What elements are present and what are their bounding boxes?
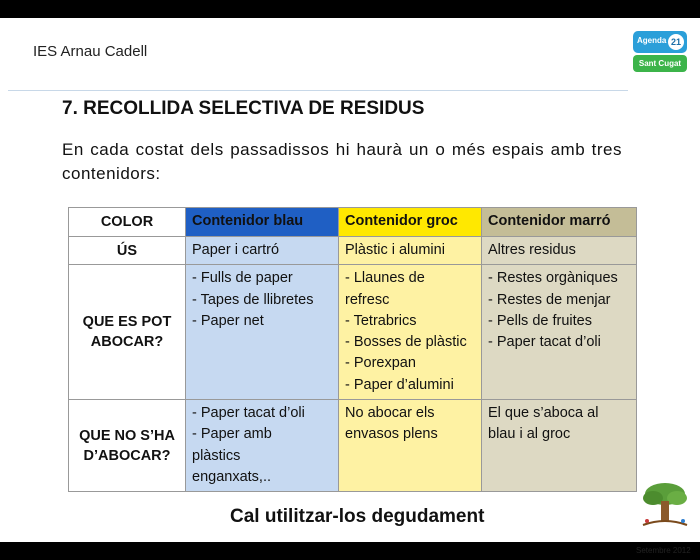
header-blue-container: Contenidor blau [186, 208, 339, 237]
list-item: - Paper net [192, 312, 264, 329]
header-brown-container: Contenidor marró [482, 208, 637, 237]
can-blue [186, 265, 339, 400]
table-row [69, 265, 637, 400]
use-brown: Altres residus [482, 237, 637, 265]
label-line: QUE ES POT [82, 314, 172, 331]
label-line: D’ABOCAR? [83, 447, 171, 464]
logo-number: 21 [668, 34, 684, 50]
list-item: - Pells de fruites [488, 312, 592, 329]
section-heading: 7. RECOLLIDA SELECTIVA DE RESIDUS [62, 98, 425, 119]
row-label-can [69, 265, 186, 400]
label-line: ABOCAR? [90, 334, 164, 351]
footer-message: Cal utilitzar-los degudament [230, 506, 485, 527]
row-label-use: ÚS [69, 237, 186, 265]
table-row [69, 237, 637, 265]
cannot-brown [482, 400, 637, 492]
logo-city: Sant Cugat [633, 55, 687, 72]
header-yellow-container: Contenidor groc [339, 208, 482, 237]
can-yellow [339, 265, 482, 400]
can-brown [482, 265, 637, 400]
label-line: QUE NO S’HA [79, 427, 175, 444]
list-item: - Llaunes de [345, 270, 425, 287]
list-item: - Tetrabrics [345, 312, 417, 329]
slide [0, 18, 700, 555]
list-item: envasos plens [345, 426, 438, 443]
list-item: enganxats,.. [192, 468, 271, 485]
list-item: No abocar els [345, 405, 435, 422]
list-item: - Paper tacat d’oli [192, 405, 305, 422]
row-label-cannot [69, 400, 186, 492]
cannot-blue [186, 400, 339, 492]
list-item: - Paper d’alumini [345, 376, 454, 393]
list-item: plàstics [192, 447, 241, 464]
list-item: El que s’aboca al [488, 405, 599, 422]
containers-table [68, 207, 637, 492]
list-item: - Restes de menjar [488, 291, 611, 308]
list-item: - Paper amb [192, 426, 272, 443]
header-divider [8, 90, 628, 91]
row-label-color: COLOR [69, 208, 186, 237]
use-yellow: Plàstic i alumini [339, 237, 482, 265]
intro-paragraph: En cada costat dels passadissos hi haurà un o més espais amb tres contenidors: [62, 140, 622, 183]
cannot-yellow [339, 400, 482, 492]
agenda21-logo [633, 31, 687, 73]
list-item: - Restes orgàniques [488, 270, 618, 287]
list-item: - Porexpan [345, 355, 416, 372]
list-item: blau i al groc [488, 426, 571, 443]
school-name: IES Arnau Cadell [33, 43, 148, 60]
use-blue: Paper i cartró [186, 237, 339, 265]
list-item: - Tapes de llibretes [192, 291, 314, 308]
footer-date: Setembre 2012 [636, 546, 691, 555]
list-item: refresc [345, 291, 390, 308]
table-row [69, 400, 637, 492]
tree-logo-icon [637, 481, 693, 531]
list-item: - Bosses de plàstic [345, 334, 467, 351]
list-item: - Paper tacat d’oli [488, 334, 601, 351]
logo-text: Agenda [637, 36, 667, 45]
table-row [69, 208, 637, 237]
list-item: - Fulls de paper [192, 270, 293, 287]
